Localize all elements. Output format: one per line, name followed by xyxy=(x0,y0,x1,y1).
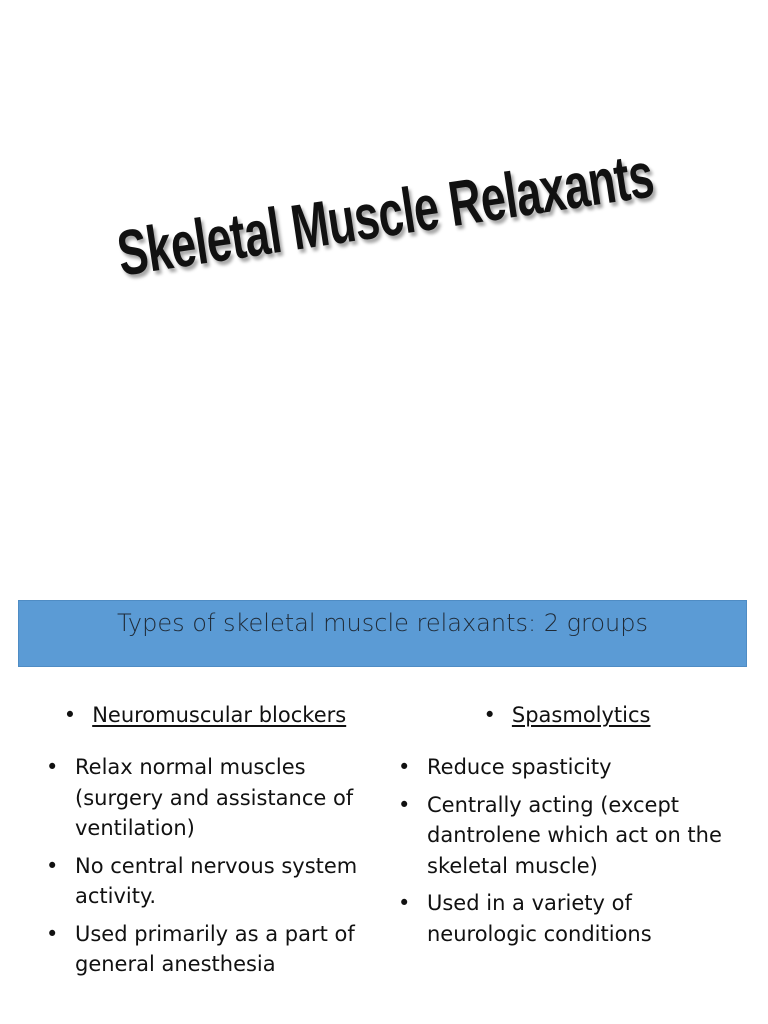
heading-text: Neuromuscular blockers xyxy=(92,703,347,727)
list-item xyxy=(392,752,742,783)
list-item-text: Centrally acting (except dantrolene which act on the skeletal muscle) xyxy=(427,792,722,878)
heading-text: Spasmolytics xyxy=(511,703,651,727)
bullet-icon: • xyxy=(483,703,496,727)
bullet-list xyxy=(392,752,742,949)
bullet-icon: • xyxy=(46,921,59,946)
column-heading xyxy=(392,700,742,730)
bullet-icon: • xyxy=(46,755,59,779)
list-item xyxy=(392,888,742,949)
neuromuscular-blockers-column xyxy=(40,700,370,987)
bullet-icon: • xyxy=(398,755,411,779)
list-item xyxy=(40,919,370,980)
banner-text: Types of skeletal muscle relaxants: 2 groups xyxy=(116,609,649,637)
bullet-icon: • xyxy=(46,853,59,878)
list-item-text: Used in a variety of neurologic conditions xyxy=(427,891,652,946)
slide-title: Skeletal Muscle Relaxants xyxy=(112,138,658,290)
list-item-text: No central nervous system activity. xyxy=(75,853,358,908)
list-item xyxy=(392,790,742,882)
section-banner xyxy=(18,600,747,667)
column-heading xyxy=(40,700,370,730)
bullet-icon: • xyxy=(63,703,77,727)
list-item-text: Used primarily as a part of general anesthesia xyxy=(75,921,355,976)
spasmolytics-column xyxy=(392,700,742,956)
list-item-text: Reduce spasticity xyxy=(427,755,612,779)
list-item xyxy=(40,851,370,912)
list-item-text: Relax normal muscles (surgery and assistance of ventilation) xyxy=(75,755,354,840)
bullet-icon: • xyxy=(398,792,411,817)
list-item xyxy=(40,752,370,844)
bullet-icon: • xyxy=(398,891,411,915)
bullet-list xyxy=(40,752,370,980)
